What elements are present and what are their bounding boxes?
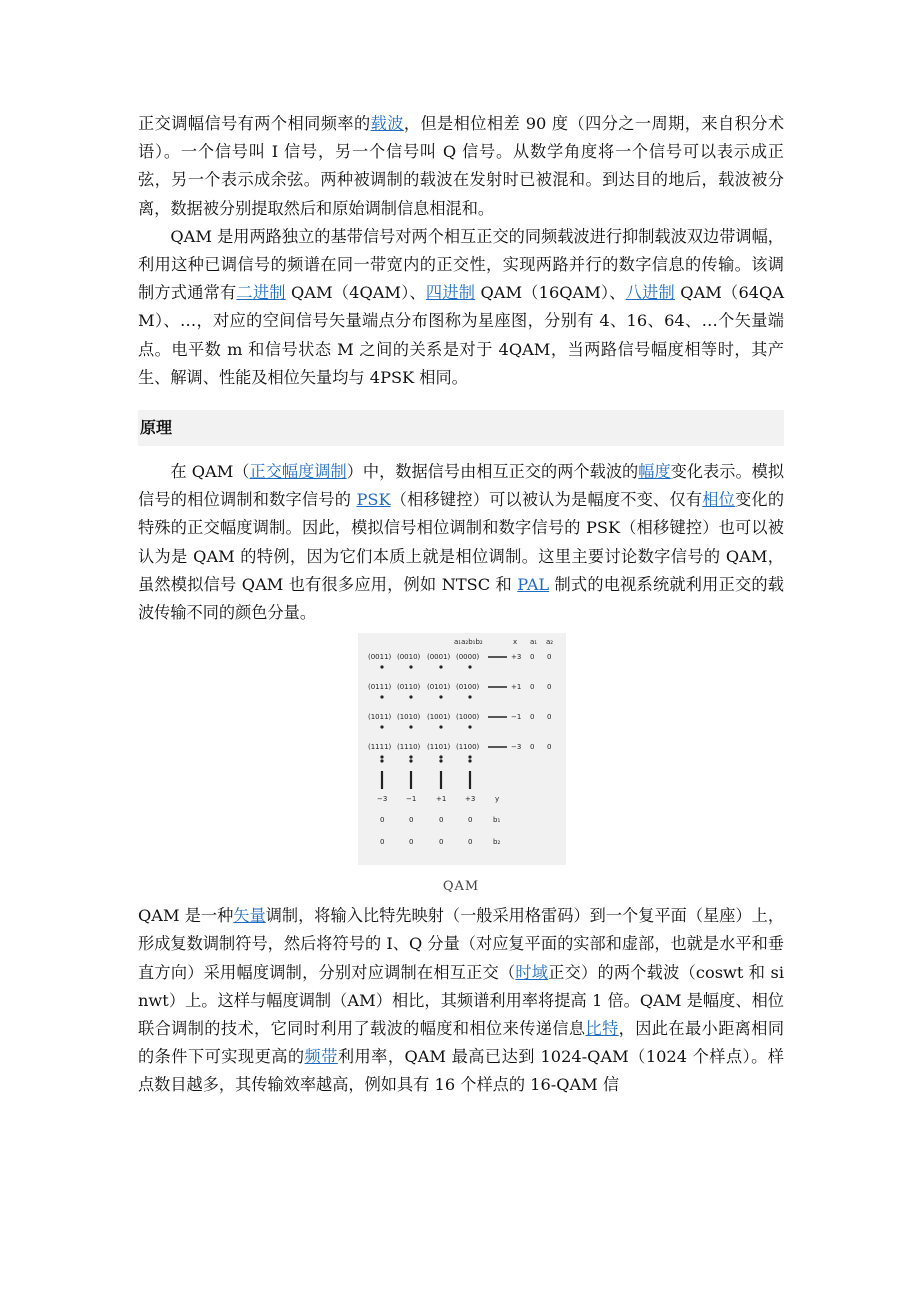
b2-value: 0	[468, 838, 473, 847]
row-x-value: +1	[511, 683, 522, 692]
link-octal[interactable]: 八进制	[625, 283, 675, 303]
vector-modulation-paragraph: QAM 是一种矢量调制，将输入比特先映射（一般采用格雷码）到一个复平面（星座）上，形成复数调制符号，然后将符号的 I、Q 分量（对应复平面的实部和虚部，也就是水平和垂直方向）采用幅度调制，分别对应调制在相互正交（时域正交）的两个载波（coswt 和 sinwt）上。这样与幅度调制（AM）相比，其频谱利用率将提高 1 倍。QAM 是幅度、相位联合调制的技术，它同时利用了载波的幅度和相位来传递信息比特，因此在最小距离相同的条件下可实现更高的频带利用率，QAM 最高已达到 1024-QAM（1024 个样点）。样点数目越多，其传输效率越高，例如具有 16 个样点的 16-QAM 信	[138, 906, 785, 1095]
qam-constellation-figure	[358, 633, 566, 865]
constellation-point	[468, 666, 471, 669]
link-carrier[interactable]: 载波	[370, 114, 404, 133]
constellation-label: (1010)	[397, 713, 421, 722]
link-binary[interactable]: 二进制	[236, 283, 286, 303]
figure-container	[138, 633, 784, 871]
constellation-label: (1111)	[368, 743, 392, 752]
b2-value: 0	[409, 838, 414, 847]
constellation-point	[439, 726, 442, 729]
constellation-point	[380, 696, 383, 699]
section-heading: 原理	[138, 410, 784, 446]
constellation-label: (1001)	[427, 713, 451, 722]
constellation-point	[380, 726, 383, 729]
constellation-label: (0010)	[397, 653, 421, 662]
link-bit[interactable]: 比特	[585, 1019, 619, 1039]
constellation-point	[409, 760, 412, 763]
constellation-label: (0100)	[456, 683, 480, 692]
constellation-point	[409, 756, 412, 759]
constellation-point	[409, 696, 412, 699]
row-a1-value: 0	[530, 743, 535, 752]
constellation-point	[439, 696, 442, 699]
row-a2-value: 0	[547, 743, 552, 752]
link-frequency-band[interactable]: 频带	[304, 1047, 338, 1067]
constellation-point	[468, 760, 471, 763]
constellation-point	[468, 756, 471, 759]
intro-paragraph-1: 正交调幅信号有两个相同频率的载波，但是相位相差 90 度（四分之一周期，来自积分术语）。一个信号叫 I 信号，另一个信号叫 Q 信号。从数学角度将一个信号可以表示成正弦，另一个表示成余弦。两种被调制的载波在发射时已被混和。到达目的地后，载波被分离，数据被分别提取然后和原始调制信息相混和。	[138, 114, 785, 218]
row-a1-value: 0	[530, 713, 535, 722]
figure-header-a2: a₂	[546, 638, 554, 647]
constellation-point	[380, 760, 383, 763]
document-page	[138, 110, 784, 1100]
constellation-point	[409, 726, 412, 729]
constellation-label: (1100)	[456, 743, 480, 752]
y-value: −3	[377, 795, 388, 804]
link-phase[interactable]: 相位	[702, 490, 736, 510]
b1-value: 0	[439, 816, 444, 825]
constellation-point	[468, 696, 471, 699]
row-a2-value: 0	[547, 683, 552, 692]
link-psk[interactable]: PSK	[356, 490, 391, 510]
constellation-point	[439, 666, 442, 669]
constellation-label: (0101)	[427, 683, 451, 692]
row-x-value: −1	[511, 713, 522, 722]
figure-header-code: a₁a₂b₁b₂	[454, 638, 483, 647]
constellation-label: (1110)	[397, 743, 421, 752]
constellation-point	[468, 726, 471, 729]
row-a2-value: 0	[547, 653, 552, 662]
constellation-label: (1000)	[456, 713, 480, 722]
link-amplitude[interactable]: 幅度	[638, 462, 671, 482]
figure-header-a1: a₁	[530, 638, 538, 647]
row-a1-value: 0	[530, 683, 535, 692]
link-qam[interactable]: 正交幅度调制	[249, 462, 347, 482]
figure-header-x: x	[513, 638, 518, 647]
b1-value: 0	[409, 816, 414, 825]
link-time-domain[interactable]: 时域	[515, 962, 549, 982]
constellation-label: (0000)	[456, 653, 480, 662]
y-value: +1	[436, 795, 447, 804]
constellation-label: (0011)	[368, 653, 392, 662]
y-value: −1	[406, 795, 417, 804]
constellation-svg	[358, 633, 566, 865]
row-x-value: −3	[511, 743, 522, 752]
row-a1-value: 0	[530, 653, 535, 662]
row-a2-value: 0	[547, 713, 552, 722]
b1-value: 0	[380, 816, 385, 825]
principle-paragraph: 在 QAM（正交幅度调制）中，数据信号由相互正交的两个载波的幅度变化表示。模拟信号的相位调制和数字信号的 PSK（相移键控）可以被认为是幅度不变、仅有相位变化的特殊的正交幅度调制。因此，模拟信号相位调制和数字信号的 PSK（相移键控）也可以被认为是 QAM 的特例，因为它们本质上就是相位调制。这里主要讨论数字信号的 QAM，虽然模拟信号 QAM 也有很多应用，例如 NTSC 和 PAL 制式的电视系统就利用正交的载波传输不同的颜色分量。	[138, 462, 785, 623]
constellation-label: (0110)	[397, 683, 421, 692]
b1-value: 0	[468, 816, 473, 825]
figure-caption: QAM	[442, 879, 480, 895]
constellation-label: (0001)	[427, 653, 451, 662]
constellation-point	[439, 756, 442, 759]
constellation-label: (1011)	[368, 713, 392, 722]
constellation-label: (0111)	[368, 683, 392, 692]
constellation-label: (1101)	[427, 743, 451, 752]
b2-value: 0	[380, 838, 385, 847]
b2-value: 0	[439, 838, 444, 847]
b1-label: b₁	[493, 816, 501, 825]
link-quaternary[interactable]: 四进制	[425, 283, 476, 303]
intro-paragraph-2: QAM 是用两路独立的基带信号对两个相互正交的同频载波进行抑制载波双边带调幅，利用这种已调信号的频谱在同一带宽内的正交性，实现两路并行的数字信息的传输。该调制方式通常有二进制 QAM（4QAM）、四进制 QAM（16QAM）、八进制 QAM（64QAM）、…，对应的空间信号矢量端点分布图称为星座图，分别有 4、16、64、…个矢量端点。电平数 m 和信号状态 M 之间的关系是对于 4QAM，当两路信号幅度相等时，其产生、解调、性能及相位矢量均与 4PSK 相同。	[138, 226, 785, 387]
b2-label: b₂	[493, 838, 501, 847]
constellation-point	[409, 666, 412, 669]
link-vector[interactable]: 矢量	[233, 906, 266, 926]
constellation-point	[380, 666, 383, 669]
link-pal[interactable]: PAL	[517, 574, 550, 594]
constellation-point	[380, 756, 383, 759]
y-value: +3	[465, 795, 476, 804]
constellation-point	[439, 760, 442, 763]
row-x-value: +3	[511, 653, 522, 662]
y-label: y	[495, 795, 500, 804]
